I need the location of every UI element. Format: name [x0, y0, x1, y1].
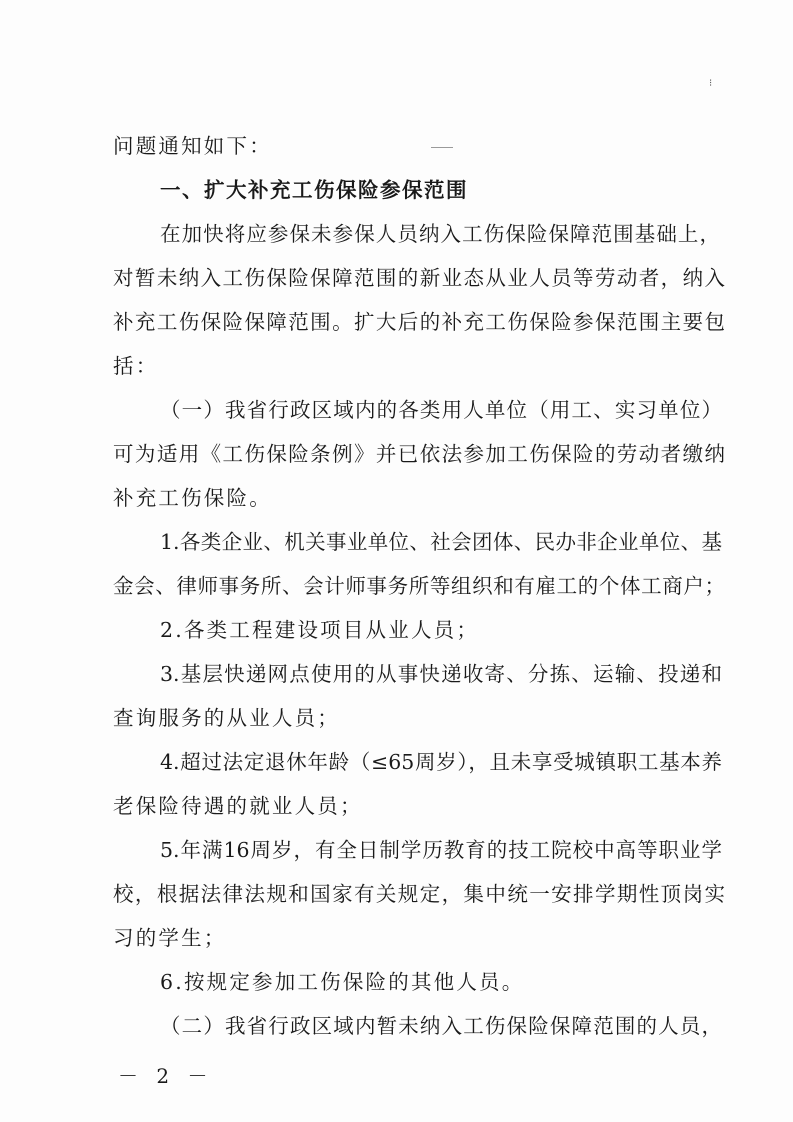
list-item: 金会、律师事务所、会计师事务所等组织和有雇工的个体工商户； — [113, 574, 725, 598]
paragraph-line: 补充工伤保险。 — [113, 486, 272, 510]
list-item: 老保险待遇的就业人员； — [113, 794, 363, 818]
paragraph-line: 对暂未纳入工伤保险保障范围的新业态从业人员等劳动者，纳入 — [113, 266, 725, 290]
paragraph-line: 补充工伤保险保障范围。扩大后的补充工伤保险参保范围主要包 — [113, 310, 725, 334]
list-item: 习的学生； — [113, 926, 227, 950]
paragraph-line: 可为适用《工伤保险条例》并已依法参加工伤保险的劳动者缴纳 — [113, 442, 725, 466]
list-item: 3.基层快递网点使用的从事快递收寄、分拣、运输、投递和 — [160, 662, 722, 686]
list-item: 6.按规定参加工伤保险的其他人员。 — [160, 970, 525, 994]
paragraph-line: （二）我省行政区域内暂未纳入工伤保险保障范围的人员， — [160, 1014, 722, 1038]
paragraph-line: 括： — [113, 354, 159, 378]
intro-line: 问题通知如下： — [113, 134, 272, 158]
list-item: 5.年满16周岁，有全日制学历教育的技工院校中高等职业学 — [160, 838, 722, 862]
page-number: － 2 － — [118, 1064, 214, 1088]
list-item: 查询服务的从业人员； — [113, 706, 340, 730]
list-item: 2.各类工程建设项目从业人员； — [160, 618, 480, 642]
paragraph-line: 在加快将应参保未参保人员纳入工伤保险保障范围基础上， — [160, 222, 720, 246]
section-heading: 一、扩大补充工伤保险参保范围 — [160, 178, 468, 202]
paragraph-line: （一）我省行政区域内的各类用人单位（用工、实习单位） — [160, 398, 722, 422]
scan-mark: ⁝ — [709, 78, 713, 89]
list-item: 1.各类企业、机关事业单位、社会团体、民办非企业单位、基 — [160, 530, 722, 554]
list-item: 校，根据法律法规和国家有关规定，集中统一安排学期性顶岗实 — [113, 882, 725, 906]
list-item: 4.超过法定退休年龄（≤65周岁），且未享受城镇职工基本养 — [160, 750, 722, 774]
